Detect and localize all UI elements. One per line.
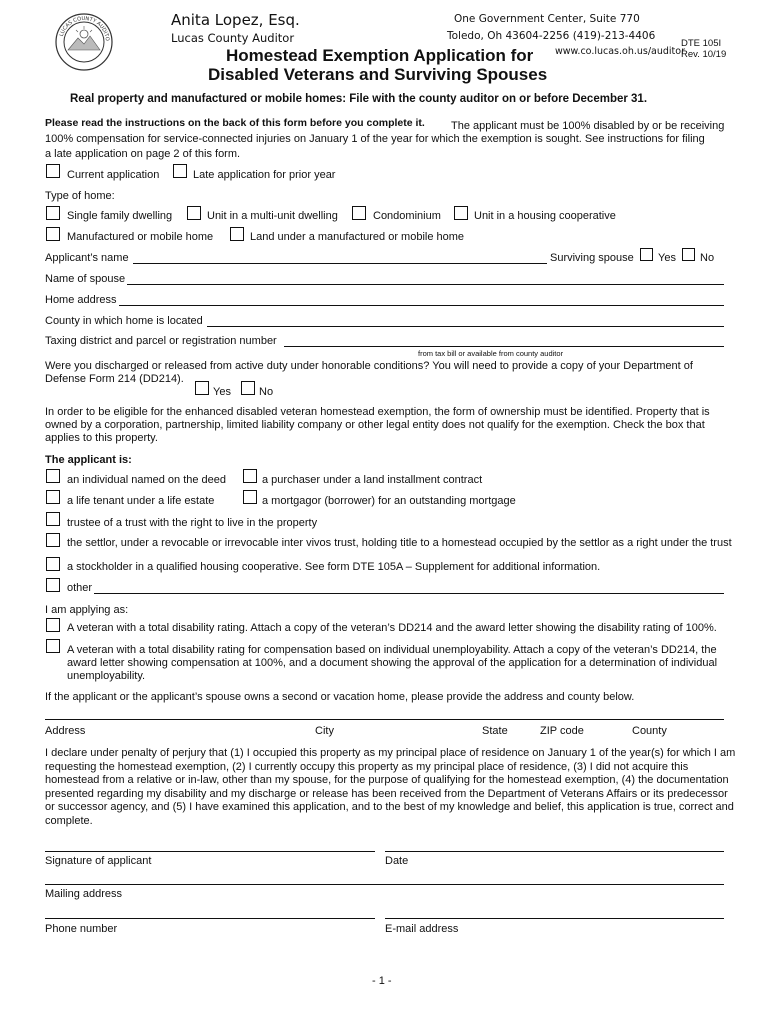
- second-home-prompt: If the applicant or the applicant’s spouse owns a second or vacation home, please provide the address and county below.: [45, 691, 635, 703]
- home-address-field[interactable]: [119, 305, 724, 306]
- late-application-label: Late application for prior year: [193, 169, 336, 181]
- other-checkbox[interactable]: [46, 578, 60, 592]
- email-label: E-mail address: [385, 923, 459, 935]
- spouse-name-label: Name of spouse: [45, 273, 126, 285]
- county-seal: [54, 12, 114, 72]
- county-label: County in which home is located: [45, 315, 203, 327]
- page-number: - 1 -: [372, 975, 392, 987]
- applicant-is-heading: The applicant is:: [45, 454, 132, 466]
- stockholder-checkbox[interactable]: [46, 557, 60, 571]
- manufactured-home-label: Manufactured or mobile home: [67, 231, 214, 243]
- home-type-heading: Type of home:: [45, 190, 115, 202]
- taxing-district-label: Taxing district and parcel or registration number: [45, 335, 277, 347]
- second-home-city-label: City: [315, 725, 334, 737]
- mailing-address-field[interactable]: [45, 884, 724, 885]
- land-under-home-checkbox[interactable]: [230, 227, 244, 241]
- surviving-spouse-yes-label: Yes: [658, 252, 676, 264]
- current-application-label: Current application: [67, 169, 160, 181]
- form-title-line1: Homestead Exemption Application for: [226, 46, 534, 65]
- intro-line3: a late application on page 2 of this form.: [45, 148, 241, 160]
- cooperative-checkbox[interactable]: [454, 206, 468, 220]
- second-home-field[interactable]: [45, 719, 724, 720]
- purchaser-label: a purchaser under a land installment contract: [262, 474, 483, 486]
- trustee-label: trustee of a trust with the right to live in the property: [67, 517, 318, 529]
- applicant-name-field[interactable]: [133, 263, 547, 264]
- form-title-line2: Disabled Veterans and Surviving Spouses: [208, 65, 548, 84]
- intro-line2: 100% compensation for service-connected injuries on January 1 of the year for which the exemption is sought. See instructions for filing: [45, 133, 705, 145]
- single-family-checkbox[interactable]: [46, 206, 60, 220]
- email-field[interactable]: [385, 918, 724, 919]
- second-home-zip-label: ZIP code: [540, 725, 584, 737]
- applying-as-heading: I am applying as:: [45, 604, 129, 616]
- discharge-no-checkbox[interactable]: [241, 381, 255, 395]
- home-address-label: Home address: [45, 294, 117, 306]
- manufactured-home-checkbox[interactable]: [46, 227, 60, 241]
- stockholder-label: a stockholder in a qualified housing cooperative. See form DTE 105A – Supplement for additional information.: [67, 561, 601, 573]
- mortgagor-label: a mortgagor (borrower) for an outstanding mortgage: [262, 495, 516, 507]
- date-label: Date: [385, 855, 409, 867]
- mortgagor-checkbox[interactable]: [243, 490, 257, 504]
- multi-unit-label: Unit in a multi-unit dwelling: [207, 210, 338, 222]
- named-deed-label: an individual named on the deed: [67, 474, 227, 486]
- form-revision: Rev. 10/19: [681, 49, 727, 60]
- settlor-checkbox[interactable]: [46, 533, 60, 547]
- unemployability-label: A veteran with a total disability rating for compensation based on individual unemployability. Attach a copy of the veteran’s DD214, the award letter showing compensation at 100%, and a document showing the approval of the application for a determination of individual unemployability.: [67, 644, 718, 682]
- auditor-address-line1: One Government Center, Suite 770: [454, 13, 640, 25]
- declaration-paragraph: I declare under penalty of perjury that (1) I occupied this property as my principal place of residence on January 1 of the year(s) for which I am requesting the homestead exemption, (2) I currently occupy this property as my principal place of residence, (3) I did not acquire this homestead from a relative or in-law, other than my spouse, for the purpose of qualifying for the homestead exemption, (4) the documentation presented regarding my disability and my discharge or release has been received from the Department of Veterans Affairs or its predecessor or successor agency, and (5) I have examined this application, and to the best of my knowledge and belief, this application is true, correct and complete.: [45, 747, 736, 827]
- seal-text: LUCAS COUNTY AUDITO: [58, 15, 111, 42]
- discharge-no-label: No: [259, 386, 274, 398]
- single-family-label: Single family dwelling: [67, 210, 173, 222]
- total-disability-checkbox[interactable]: [46, 618, 60, 632]
- auditor-address-line2: Toledo, Oh 43604-2256 (419)-213-4406: [447, 30, 656, 42]
- surviving-spouse-no-label: No: [700, 252, 715, 264]
- auditor-name: Anita Lopez, Esq.: [171, 11, 300, 29]
- named-deed-checkbox[interactable]: [46, 469, 60, 483]
- purchaser-checkbox[interactable]: [243, 469, 257, 483]
- phone-field[interactable]: [45, 918, 375, 919]
- multi-unit-checkbox[interactable]: [187, 206, 201, 220]
- second-home-address-label: Address: [45, 725, 86, 737]
- condominium-checkbox[interactable]: [352, 206, 366, 220]
- late-application-checkbox[interactable]: [173, 164, 187, 178]
- auditor-title: Lucas County Auditor: [171, 31, 295, 45]
- instructions-notice: Please read the instructions on the back of this form before you complete it.: [45, 117, 425, 129]
- surviving-spouse-label: Surviving spouse: [550, 252, 634, 264]
- county-field[interactable]: [207, 326, 724, 327]
- mailing-address-label: Mailing address: [45, 888, 123, 900]
- second-home-state-label: State: [482, 725, 508, 737]
- other-label: other: [67, 582, 93, 594]
- discharge-yes-checkbox[interactable]: [195, 381, 209, 395]
- phone-label: Phone number: [45, 923, 118, 935]
- surviving-spouse-no-checkbox[interactable]: [682, 248, 695, 261]
- signature-field[interactable]: [45, 851, 375, 852]
- intro-line1: The applicant must be 100% disabled by or be receiving: [451, 120, 725, 132]
- spouse-name-field[interactable]: [127, 284, 724, 285]
- form-subtitle: Real property and manufactured or mobile homes: File with the county auditor on or before December 31.: [70, 93, 648, 105]
- form-id: DTE 105I: [681, 38, 722, 49]
- discharge-question: Were you discharged or released from active duty under honorable conditions? You will need to provide a copy of your Department of Defense Form 214 (DD214).: [45, 360, 693, 385]
- life-tenant-checkbox[interactable]: [46, 490, 60, 504]
- unemployability-checkbox[interactable]: [46, 639, 60, 653]
- settlor-label: the settlor, under a revocable or irrevocable inter vivos trust, holding title to a homestead occupied by the settlor as a right under the trust: [67, 537, 732, 549]
- cooperative-label: Unit in a housing cooperative: [474, 210, 616, 222]
- life-tenant-label: a life tenant under a life estate: [67, 495, 215, 507]
- date-field[interactable]: [385, 851, 724, 852]
- other-field[interactable]: [94, 593, 724, 594]
- signature-label: Signature of applicant: [45, 855, 152, 867]
- ownership-paragraph: In order to be eligible for the enhanced disabled veteran homestead exemption, the form of ownership must be identified. Property that is owned by a corporation, partnership, limited liability company or other legal entity does not qualify for the exemption. Check the box that applies to this property.: [45, 406, 710, 444]
- condominium-label: Condominium: [373, 210, 441, 222]
- second-home-county-label: County: [632, 725, 667, 737]
- discharge-yes-label: Yes: [213, 386, 231, 398]
- total-disability-label: A veteran with a total disability rating. Attach a copy of the veteran’s DD214 and the award letter showing the disability rating of 100%.: [67, 622, 717, 634]
- applicant-name-label: Applicant’s name: [45, 252, 129, 264]
- surviving-spouse-yes-checkbox[interactable]: [640, 248, 653, 261]
- taxing-district-field[interactable]: [284, 346, 724, 347]
- auditor-website: www.co.lucas.oh.us/auditor: [555, 46, 685, 57]
- land-under-home-label: Land under a manufactured or mobile home: [250, 231, 465, 243]
- trustee-checkbox[interactable]: [46, 512, 60, 526]
- current-application-checkbox[interactable]: [46, 164, 60, 178]
- taxing-district-note: from tax bill or available from county auditor: [418, 349, 564, 358]
